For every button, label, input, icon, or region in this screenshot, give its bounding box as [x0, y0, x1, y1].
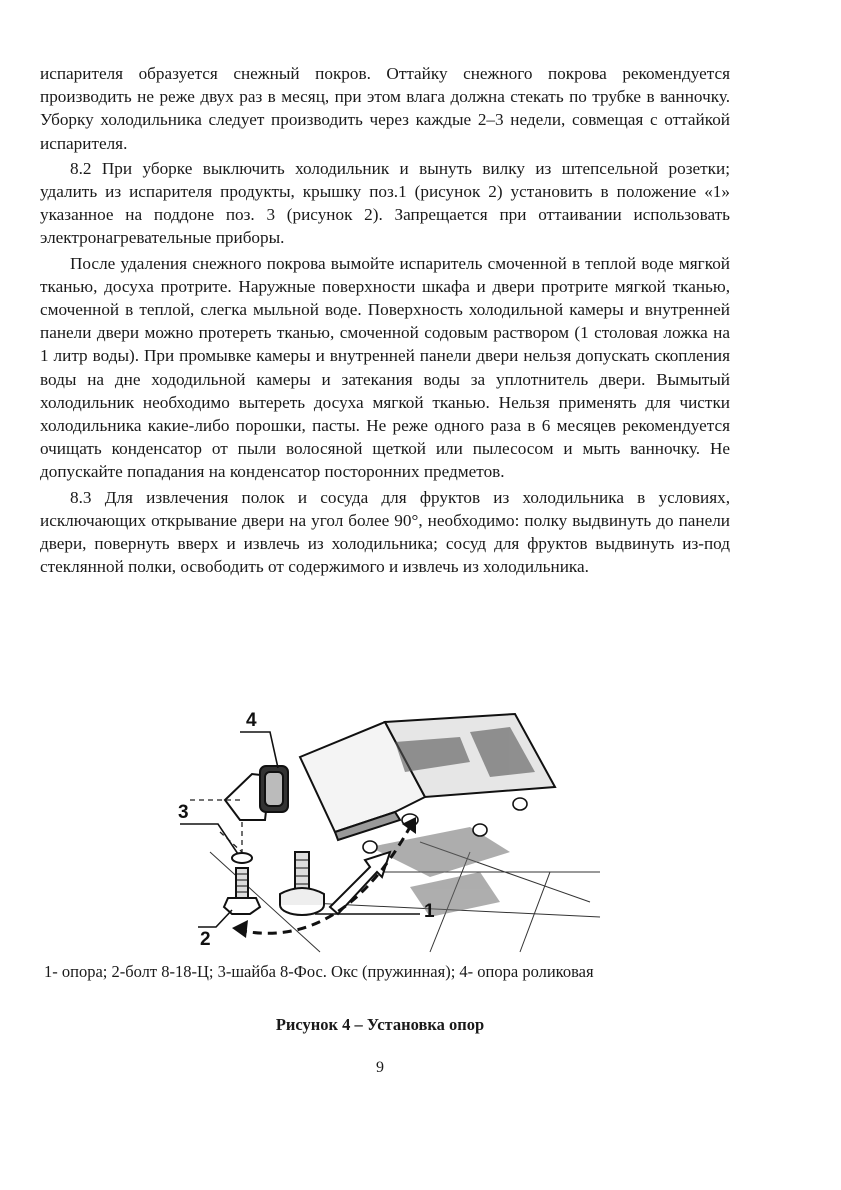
- figure-legend: 1- опора; 2-болт 8-18-Ц; 3-шайба 8-Фос. Окс (пружинная); 4- опора роликовая: [44, 962, 594, 981]
- installation-arrow: [232, 817, 416, 938]
- guide-lines: [190, 800, 242, 907]
- bolt: [224, 868, 260, 914]
- support-installation-drawing: [170, 702, 610, 954]
- paragraph-cleaning: После удаления снежного покрова вымойте испаритель смоченной в теплой воде мягкой тканью, досуха протрите. Наружные поверхности шкафа и двери протрите мягкой тканью, смоченной в теплой, слегка мыльной воде. Поверхность холодильной камеры и внутренней панели двери можно протереть тканью, смоченной содовым раствором (1 столовая ложка на 1 литр воды). При промывке камеры и внутренней панели двери нельзя допускать скопления воды на дне хододильной камеры и затекания воды за уплотнитель двери. Вымытый холодильник необходимо вытереть досуха мягкой тканью. Нельзя применять для чистки холодильника какие-либо порошки, пасты. Не реже одного раза в 6 месяцев рекомендуется очищать конденсатор от пыли волосяной щеткой или пылесосом и мыть ванночку. Не допускайте попадания на конденсатор посторонних предметов.: [40, 253, 730, 482]
- figure-support-installation: [170, 702, 610, 954]
- paragraph-8-2: 8.2 При уборке выключить холодильник и вынуть вилку из штепсельной розетки; удалить из испарителя продукты, крышку поз.1 (рисунок 2) установить в положение «1» указанное на поддоне поз. 3 (рисунок 2). Запрещается при оттаивании использовать электронагревательные приборы.: [40, 158, 730, 248]
- body-text: [40, 62, 730, 578]
- refrigerator-base: [300, 714, 555, 840]
- callout-2: 2: [200, 929, 211, 950]
- callout-3: 3: [178, 802, 189, 823]
- callout-1: 1: [424, 901, 435, 922]
- paragraph-8-3: 8.3 Для извлечения полок и сосуда для фруктов из холодильника в условиях, исключающих открывание двери на угол более 90°, необходимо: полку выдвинуть до панели двери, повернуть вверх и извлечь из холодильника; сосуд для фруктов выдвинуть из-под стеклянной полки, освободить от содержимого и извлечь из холодильника.: [40, 487, 730, 577]
- washer: [232, 853, 252, 863]
- roller-support: [225, 766, 288, 820]
- callout-4: 4: [246, 710, 257, 731]
- support-foot: [280, 852, 324, 915]
- figure-caption: Рисунок 4 – Установка опор: [275, 1015, 485, 1034]
- paragraph-continuation: испарителя образуется снежный покров. Оттайку снежного покрова рекомендуется производить не реже двух раз в месяц, при этом влага должна стекать по трубке в ванночку. Уборку холодильника следует производить через каждые 2–3 недели, совмещая с оттайкой испарителя.: [40, 64, 730, 153]
- page-number: 9: [376, 1059, 384, 1076]
